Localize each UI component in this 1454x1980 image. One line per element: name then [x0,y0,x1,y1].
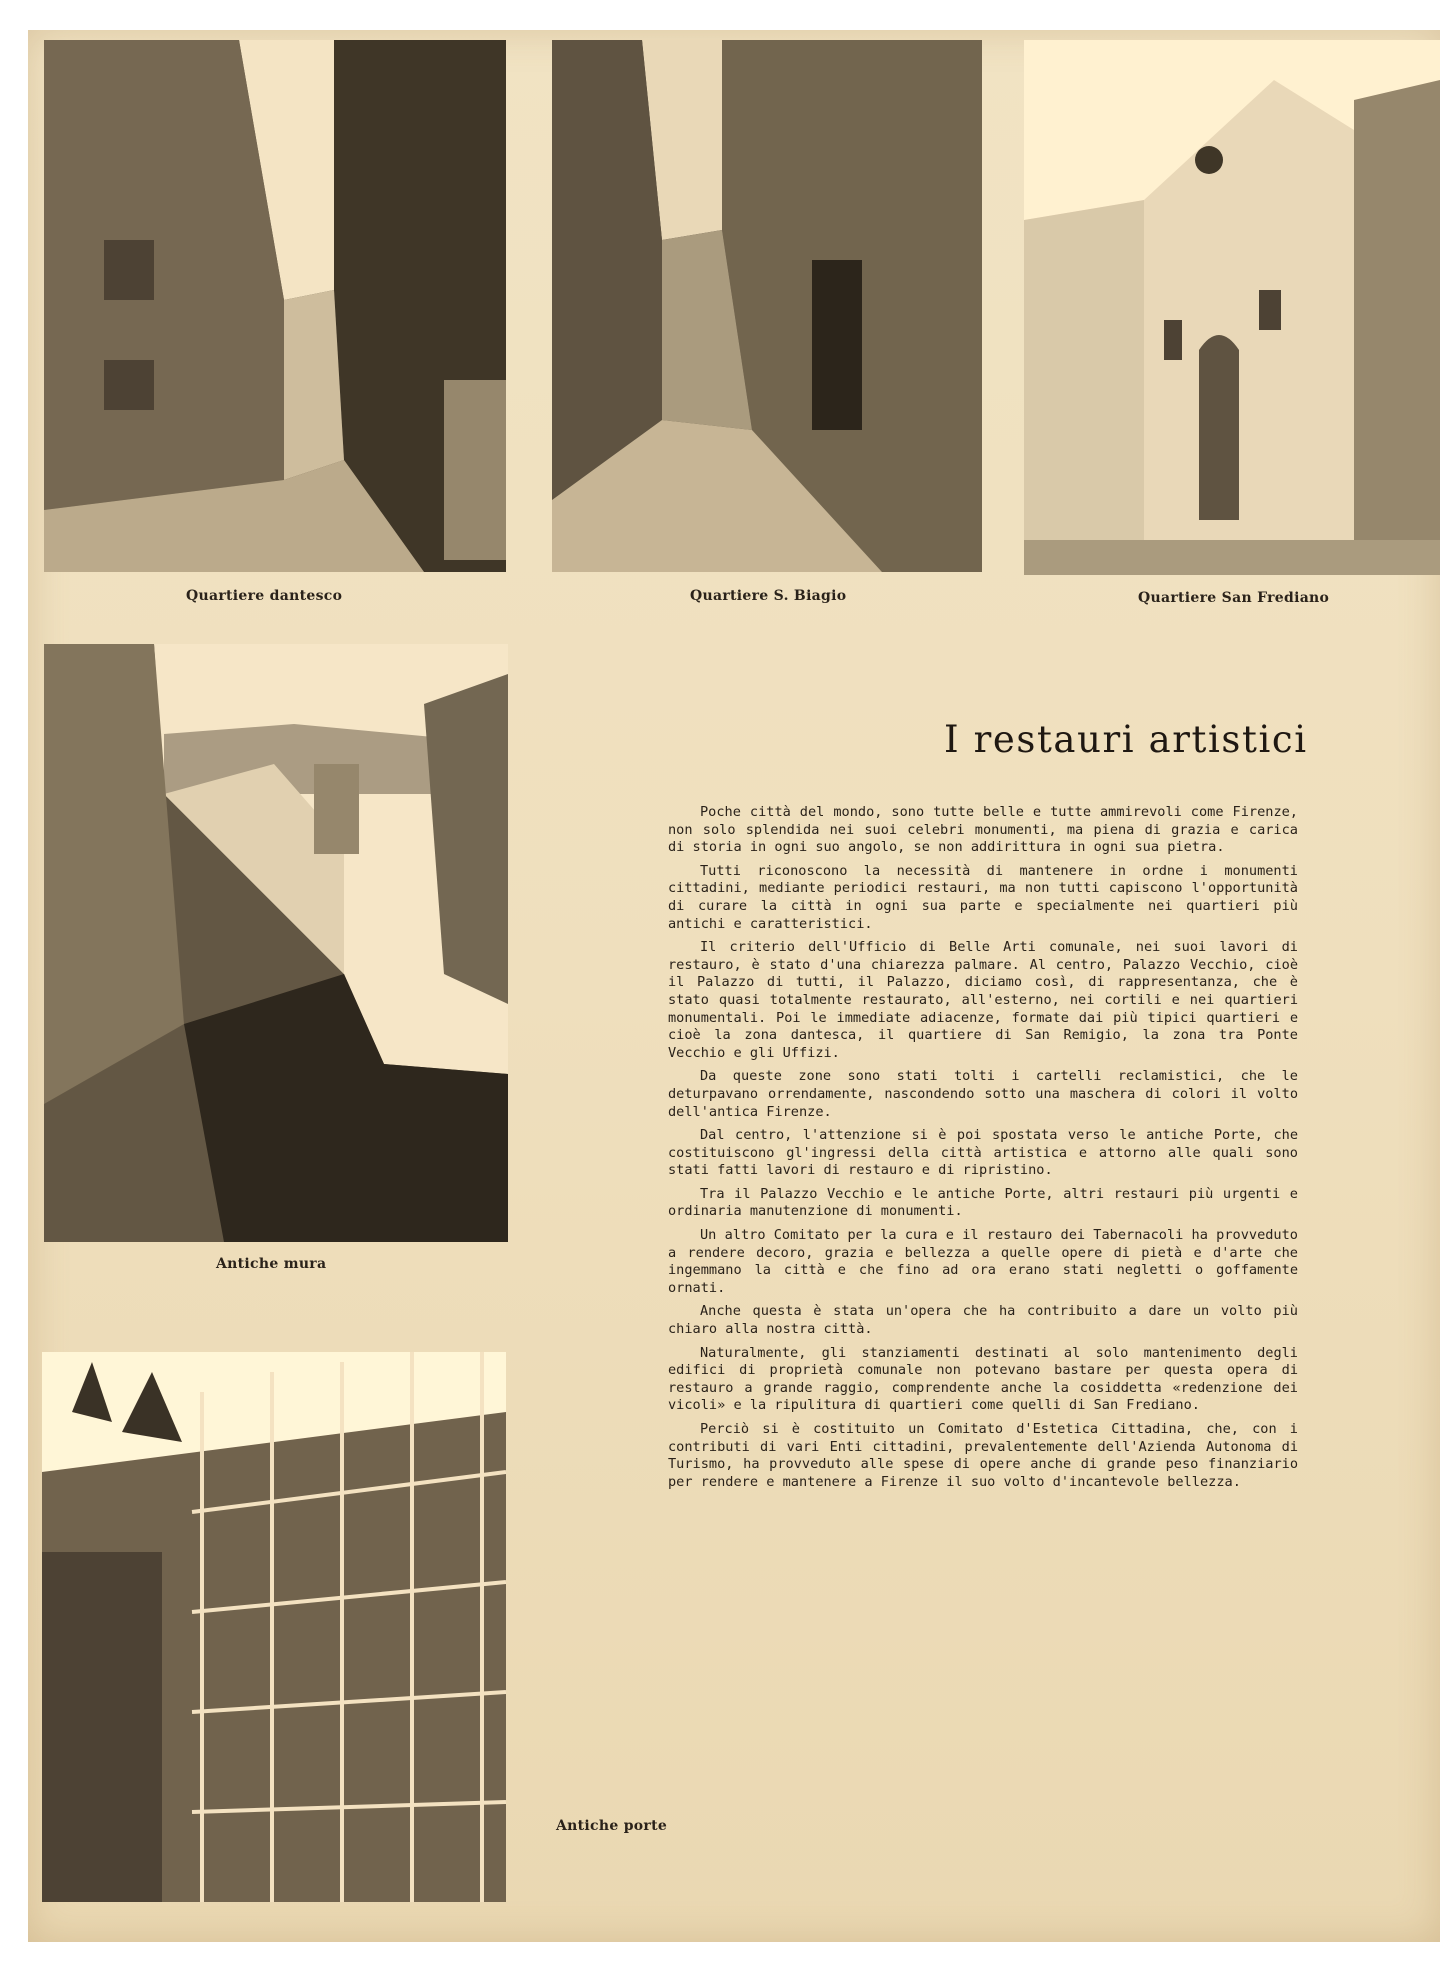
caption-quartiere-s-biagio: Quartiere S. Biagio [690,588,847,604]
article-title: I restauri artistici [944,718,1308,761]
article-paragraph: Tutti riconoscono la necessità di mantenere in ordne i monumenti cittadini, mediante periodici restauri, ma non tutti capiscono l'opportunità di curare la città in ogni sua parte e specialmente nei quartieri più antichi e caratteristici. [668,862,1298,932]
photo-antiche-porte [42,1352,506,1902]
photo-quartiere-s-biagio [552,40,982,572]
article-paragraph: Il criterio dell'Ufficio di Belle Arti comunale, nei suoi lavori di restauro, è stato d'una chiarezza palmare. Al centro, Palazzo Vecchio, cioè il Palazzo di tutti, il Palazzo, diciamo così, di rappresentanza, che è stato quasi totalmente restaurato, all'esterno, nei cortili e nei quartieri monumentali. Poi le immediate adiacenze, formate dai più tipici quartieri e cioè la zona dantesca, il quartiere di San Remigio, la zona tra Ponte Vecchio e gli Uffizi. [668,939,1298,1061]
photo-quartiere-dantesco [44,40,506,572]
article-paragraph: Anche questa è stata un'opera che ha contribuito a dare un volto più chiaro alla nostra città. [668,1303,1298,1338]
article-paragraph: Poche città del mondo, sono tutte belle e tutte ammirevoli come Firenze, non solo splendida nei suoi celebri monumenti, ma piena di grazia e carica di storia in ogni suo angolo, se non addirittura in ogni sua pietra. [668,804,1298,856]
article-paragraph: Dal centro, l'attenzione si è poi spostata verso le antiche Porte, che costituiscono gl'ingressi della città artistica e attorno alle quali sono stati fatti lavori di restauro e di ripristino. [668,1127,1298,1179]
article-paragraph: Un altro Comitato per la cura e il restauro dei Tabernacoli ha provveduto a rendere decoro, grazia e bellezza a quelle opere di pietà e d'arte che ingemmano la città e che fino ad ora erano stati negletti o goffamente ornati. [668,1227,1298,1296]
caption-antiche-porte: Antiche porte [556,1818,668,1834]
article-paragraph: Tra il Palazzo Vecchio e le antiche Porte, altri restauri più urgenti e ordinaria manutenzione di monumenti. [668,1185,1298,1220]
caption-quartiere-san-frediano: Quartiere San Frediano [1138,590,1330,606]
article-paragraph: Da queste zone sono stati tolti i cartelli reclamistici, che le deturpavano orrendamente, nascondendo sotto una maschera di colori il volto dell'antica Firenze. [668,1068,1298,1120]
caption-antiche-mura: Antiche mura [216,1256,327,1272]
article-body [668,804,1298,1497]
photo-antiche-mura [44,644,508,1242]
article-paragraph: Perciò si è costituito un Comitato d'Estetica Cittadina, che, con i contributi di vari Enti cittadini, prevalentemente dell'Azienda Autonoma di Turismo, ha provveduto alle spese di opere anche di grande peso finanziario per rendere e mantenere a Firenze il suo volto d'incantevole bellezza. [668,1421,1298,1490]
caption-quartiere-dantesco: Quartiere dantesco [186,588,343,604]
photo-quartiere-san-frediano [1024,40,1440,575]
article-paragraph: Naturalmente, gli stanziamenti destinati al solo mantenimento degli edifici di proprietà comunale non potevano bastare per questa opera di restauro a grande raggio, comprendente anche la cosiddetta «redenzione dei vicoli» e la ripulitura di quartieri come quelli di San Frediano. [668,1344,1298,1414]
